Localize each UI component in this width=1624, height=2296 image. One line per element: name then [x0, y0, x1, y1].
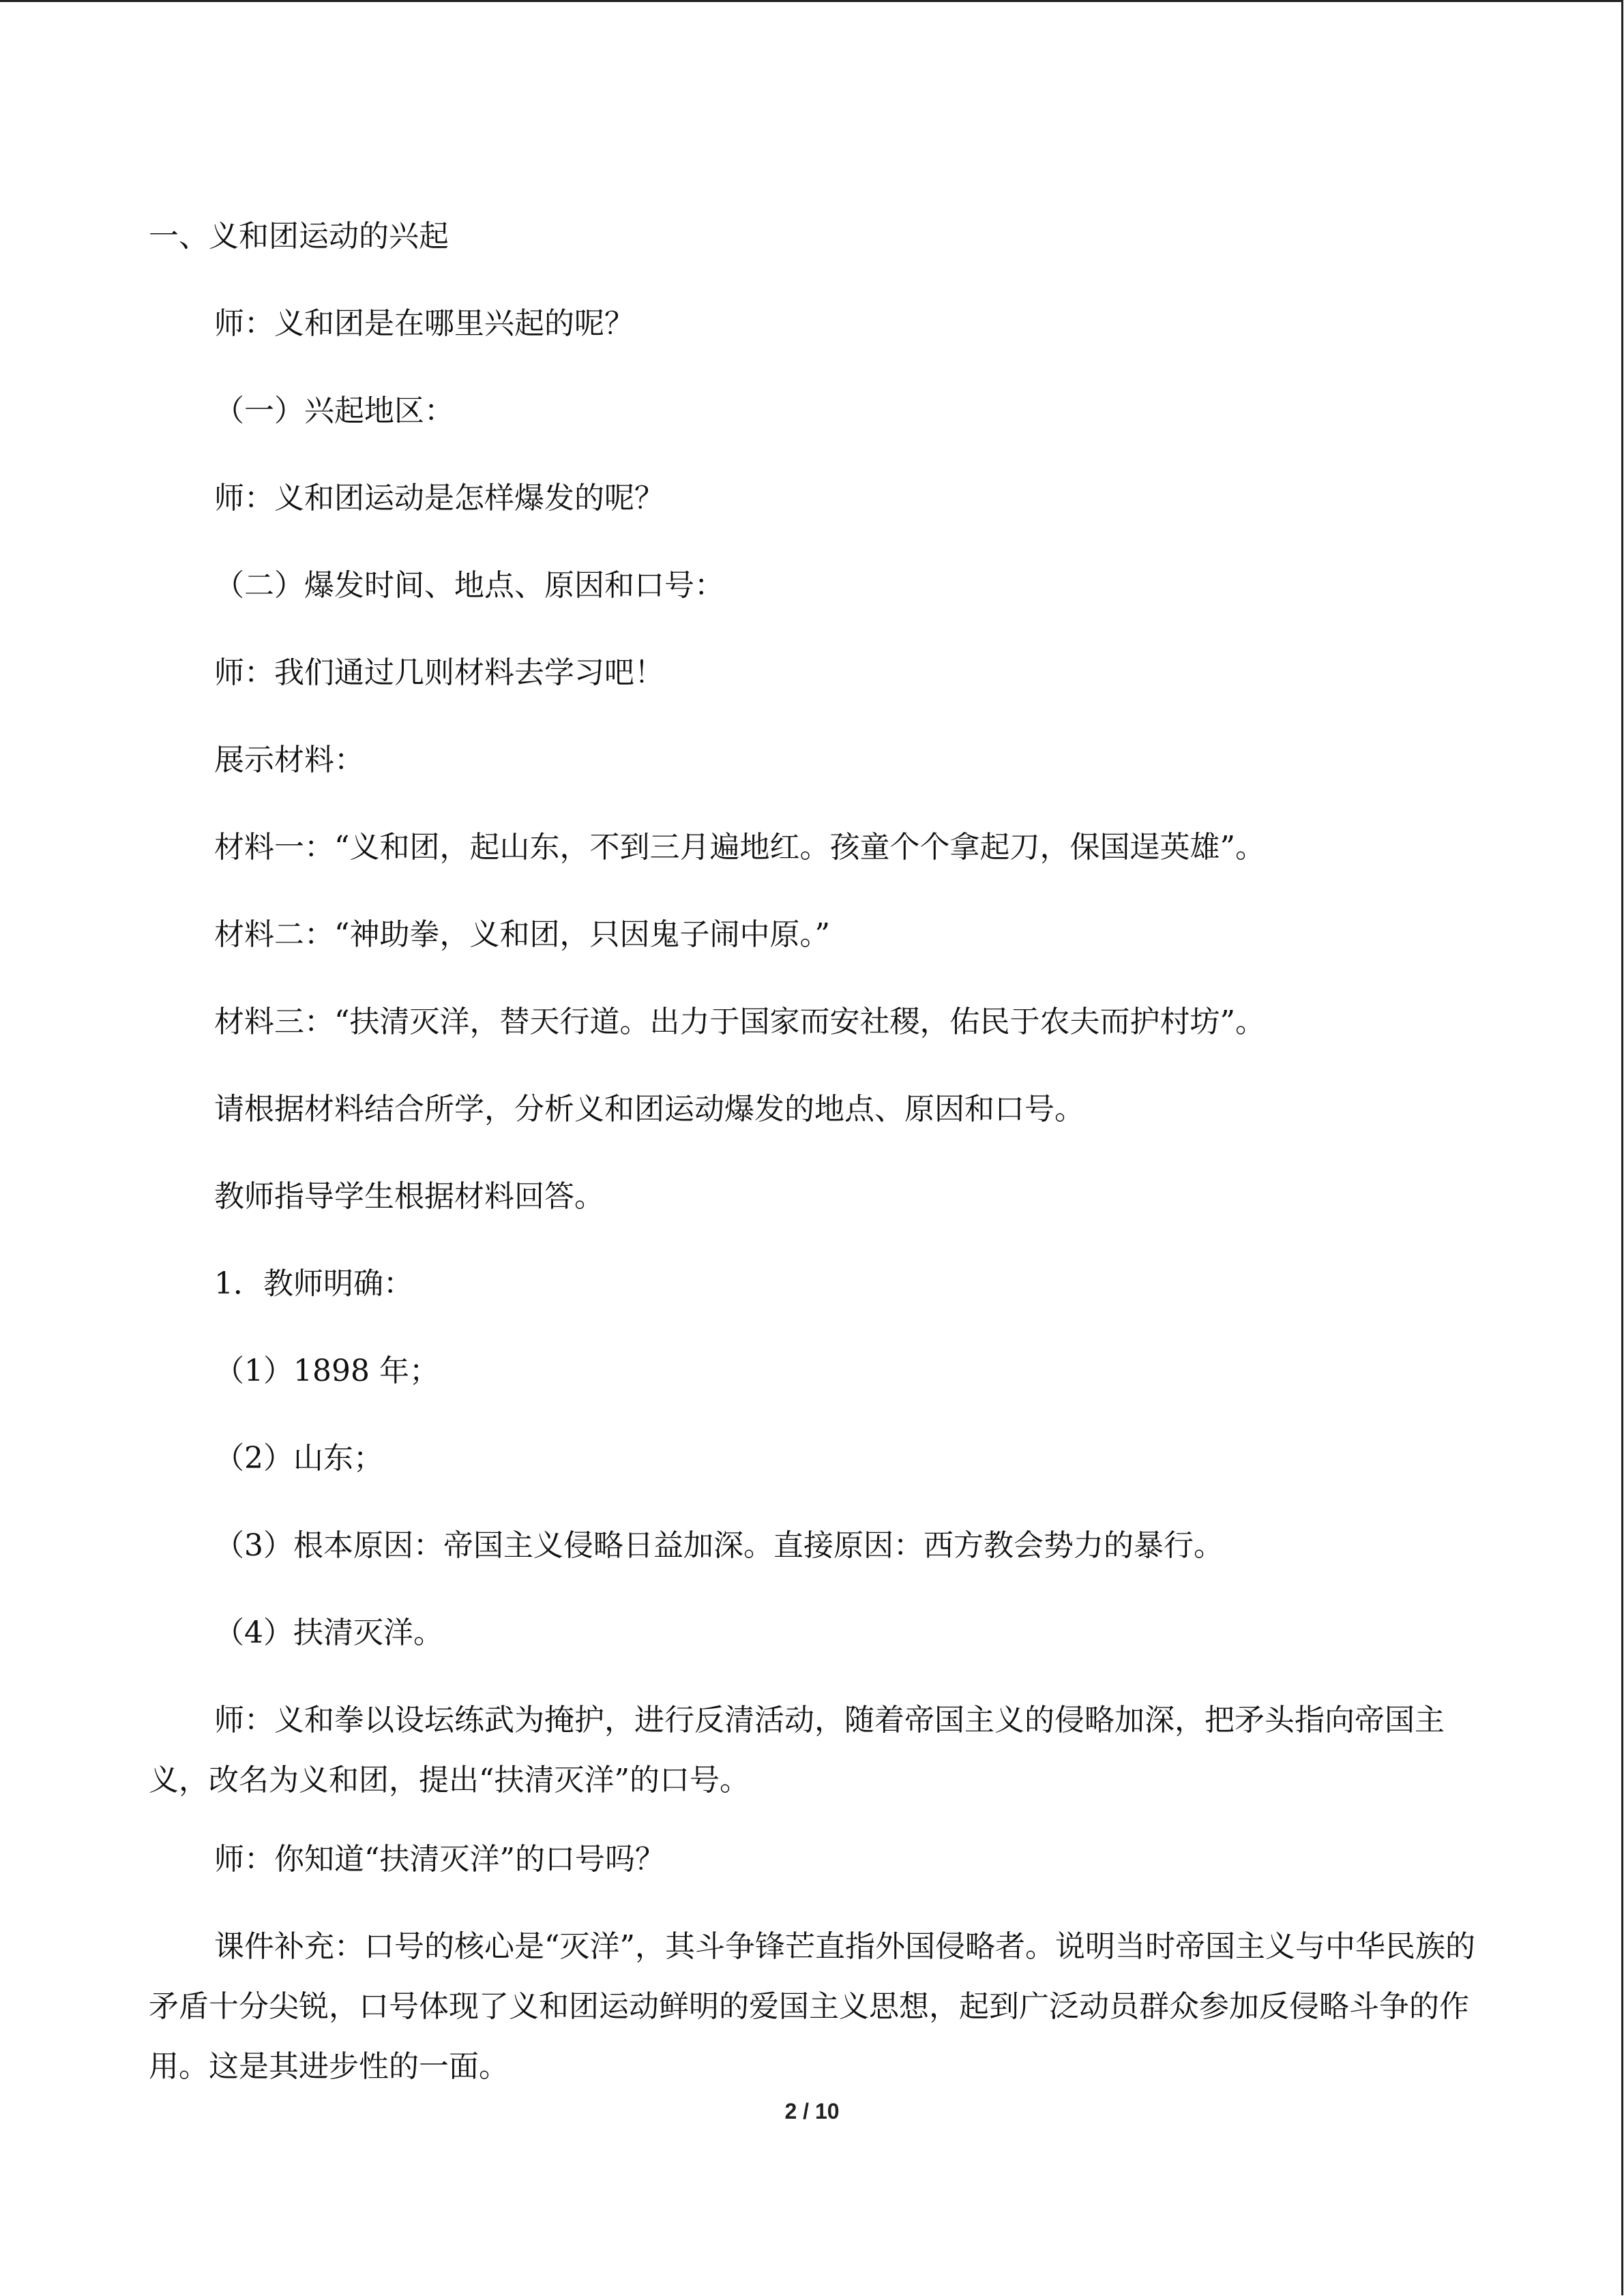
- answer-line: （3）根本原因：帝国主义侵略日益加深。直接原因：西方教会势力的暴行。: [214, 1528, 1224, 1563]
- text-line: 请根据材料结合所学，分析义和团运动爆发的地点、原因和口号。: [214, 1092, 1084, 1127]
- text-line: 教师指导学生根据材料回答。: [214, 1179, 604, 1214]
- answer-line: （4）扶清灭洋。: [214, 1615, 443, 1650]
- material-line: 材料三：“扶清灭洋，替天行道。出力于国家而安社稷，佑民于农夫而护村坊”。: [214, 1004, 1265, 1039]
- material-line: 材料二：“神助拳，义和团，只因鬼子闹中原。”: [214, 917, 830, 952]
- answer-line: （1）1898 年；: [214, 1354, 439, 1388]
- document-body: [149, 215, 1475, 2124]
- material-line: 材料一：“义和团，起山东，不到三月遍地红。孩童个个拿起刀，保国逞英雄”。: [214, 830, 1265, 865]
- text-line: 1．教师明确：: [214, 1266, 413, 1301]
- text-line: （二）爆发时间、地点、原因和口号：: [214, 568, 724, 603]
- text-line: 师：我们通过几则材料去学习吧！: [214, 655, 664, 690]
- section-heading: 一、义和团运动的兴起: [149, 219, 449, 254]
- paragraph: 课件补充：口号的核心是“灭洋”，其斗争锋芒直指外国侵略者。说明当时帝国主义与中华民族的矛盾十分尖锐，口号体现了义和团运动鲜明的爱国主义思想，起到广泛动员群众参加反侵略斗争的作用。这是其进步性的一面。: [149, 1929, 1475, 2084]
- text-line: 师：义和团运动是怎样爆发的呢？: [214, 481, 664, 516]
- answer-line: （2）山东；: [214, 1441, 383, 1476]
- text-line: 展示材料：: [214, 743, 364, 777]
- text-line: （一）兴起地区：: [214, 393, 454, 428]
- page-number: 2 / 10: [784, 2099, 840, 2123]
- paragraph: 师：义和拳以设坛练武为掩护，进行反清活动，随着帝国主义的侵略加深，把矛头指向帝国主义，改名为义和团，提出“扶清灭洋”的口号。: [149, 1703, 1445, 1798]
- text-line: 师：你知道“扶清灭洋”的口号吗？: [214, 1842, 665, 1877]
- text-line: 师：义和团是在哪里兴起的呢？: [214, 306, 634, 341]
